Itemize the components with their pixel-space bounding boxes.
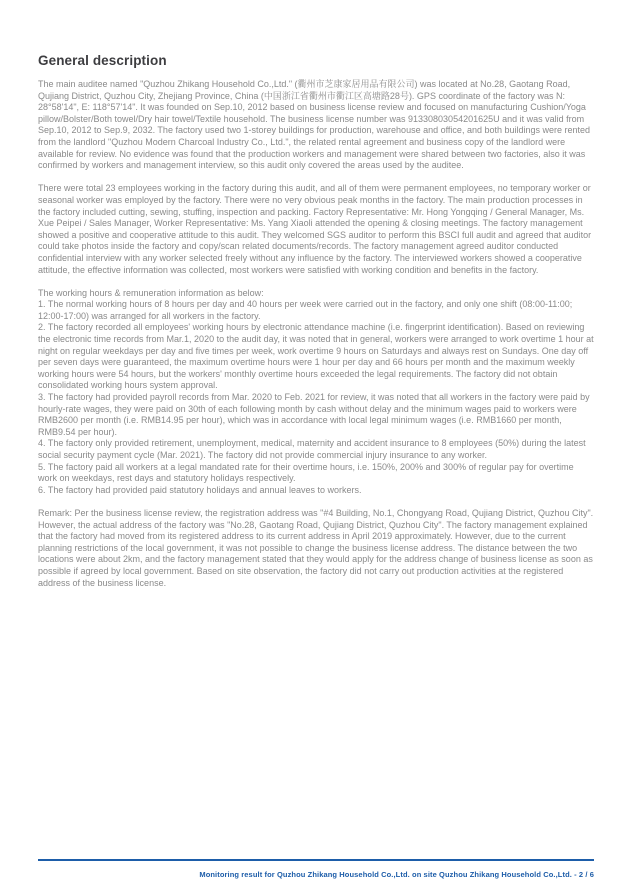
- working-hours-item-2: 2. The factory recorded all employees' working hours by electronic attendance machine (i.e. fingerprint identification). Based on reviewing the electronic time records from Mar.1, 2020 to the audit day, it was noted that in general, workers were arranged to work overtime 1 hour at night on regular weekdays per day and five times per week, work overtime 9 hours on Saturdays and always rest on Sundays. One day off per seven days were guaranteed, the maximum overtime hours were 1 hour per day and 66 hours per month and the maximum weekly working hours were 54 hours, but the workers' monthly overtime hours exceeded the legal requirements. The factory did not obtain consolidated working hours system approval.: [38, 322, 594, 391]
- employees-audit-paragraph: There were total 23 employees working in the factory during this audit, and all of them were permanent employees, no temporary worker or seasonal worker was employed by the factory. There were no very obvious peak months in the factory. The main production processes in the factory included cutting, sewing, stuffing, inspection and packing. Factory Representative: Mr. Hong Yongqing / General Manager, Ms. Xue Peipei / Sales Manager, Worker Representative: Ms. Yang Xiaoli attended the opening & closing meetings. The factory management showed a positive and cooperative attitude to this audit. They welcomed SGS auditor to perform this BSCI full audit and agreed that auditor could take photos inside the factory and copy/scan related documents/records. The factory management agreed auditor conducted confidential interview with any worker selected freely without any influence by the factory. The interviewed workers showed a cooperative attitude, the effective information was collected, most workers were satisfied with working condition and benefits in the factory.: [38, 183, 592, 275]
- auditee-description-paragraph: The main auditee named "Quzhou Zhikang Household Co.,Ltd." (衢州市芝康家居用品有限公司) was located at No.28, Gaotang Road, Qujiang District, Quzhou City, Zhejiang Province, China (中国浙江省衢州市衢江区高塘路28号). GPS coordinate of the factory was N: 28°58'14", E: 118°57'14". It was founded on Sep.10, 2012 based on business license review and focused on manufacturing Cushion/Yoga pillow/Bolster/Both towel/Dry hair towel/Textile household. The business license number was 91330803054201625U and it was valid from Sep.10, 2012 to Sep.9, 2032. The factory used two 1-storey buildings for production, warehouse and office, and both buildings were rented from the landlord "Quzhou Modern Charcoal Industry Co., Ltd.", the related rental agreement and business copy of the landlord were available for review. No evidence was found that the production workers and management were shared between two factories, also it was confirmed by workers and management interview, so this audit only covered the areas used by the auditee.: [38, 79, 591, 171]
- working-hours-item-3: 3. The factory had provided payroll records from Mar. 2020 to Feb. 2021 for review, it was noted that all workers in the factory were paid by hourly-rate wages, they were paid on 30th of each following month by cash without delay and the minimum wages paid to workers were RMB2600 per month (i.e. RMB14.95 per hour), which was in accordance with local legal minimum wages (i.e. RMB1660 per month, RMB9.54 per hour).: [38, 392, 590, 437]
- page-content: [38, 53, 594, 589]
- working-hours-item-4: 4. The factory only provided retirement, unemployment, medical, maternity and accident insurance to 8 employees (50%) during the latest social security payment cycle (Mar. 2021). The factory did not provide commercial injury insurance to any worker.: [38, 438, 586, 460]
- working-hours-section: [38, 288, 594, 497]
- general-description-body: [38, 79, 594, 589]
- working-hours-item-1: 1. The normal working hours of 8 hours per day and 40 hours per week were carried out in the factory, and only one shift (08:00-11:00; 12:00-17:00) was arranged for all workers in the factory.: [38, 299, 573, 321]
- page-title: General description: [38, 53, 167, 68]
- working-hours-intro: The working hours & remuneration information as below:: [38, 287, 264, 298]
- footer-monitoring-text: Monitoring result for Quzhou Zhikang Household Co.,Ltd. on site Quzhou Zhikang Household Co.,Ltd. - 2 / 6: [199, 870, 594, 879]
- working-hours-item-6: 6. The factory had provided paid statutory holidays and annual leaves to workers.: [38, 484, 362, 495]
- page-footer: [38, 859, 594, 882]
- remark-paragraph: Remark: Per the business license review, the registration address was "#4 Building, No.1, Chongyang Road, Qujiang District, Quzhou City". However, the actual address of the factory was "No.28, Gaotang Road, Qujiang District, Quzhou City". The factory management explained that the factory had moved from its registered address to its current address in April 2019 approximately. However, due to the current planning restrictions of the local government, it was not possible to change the business license address. The distance between the two locations were about 2km, and the factory management stated that they would apply for the address change of business license as soon as possible if agreed by local government. Based on site observation, the factory did not carry out production activities at the registered address of the business license.: [38, 507, 594, 588]
- working-hours-item-5: 5. The factory paid all workers at a legal mandated rate for their overtime hours, i.e. 150%, 200% and 300% of regular pay for overtime work on weekdays, rest days and statutory holidays respectively.: [38, 461, 574, 484]
